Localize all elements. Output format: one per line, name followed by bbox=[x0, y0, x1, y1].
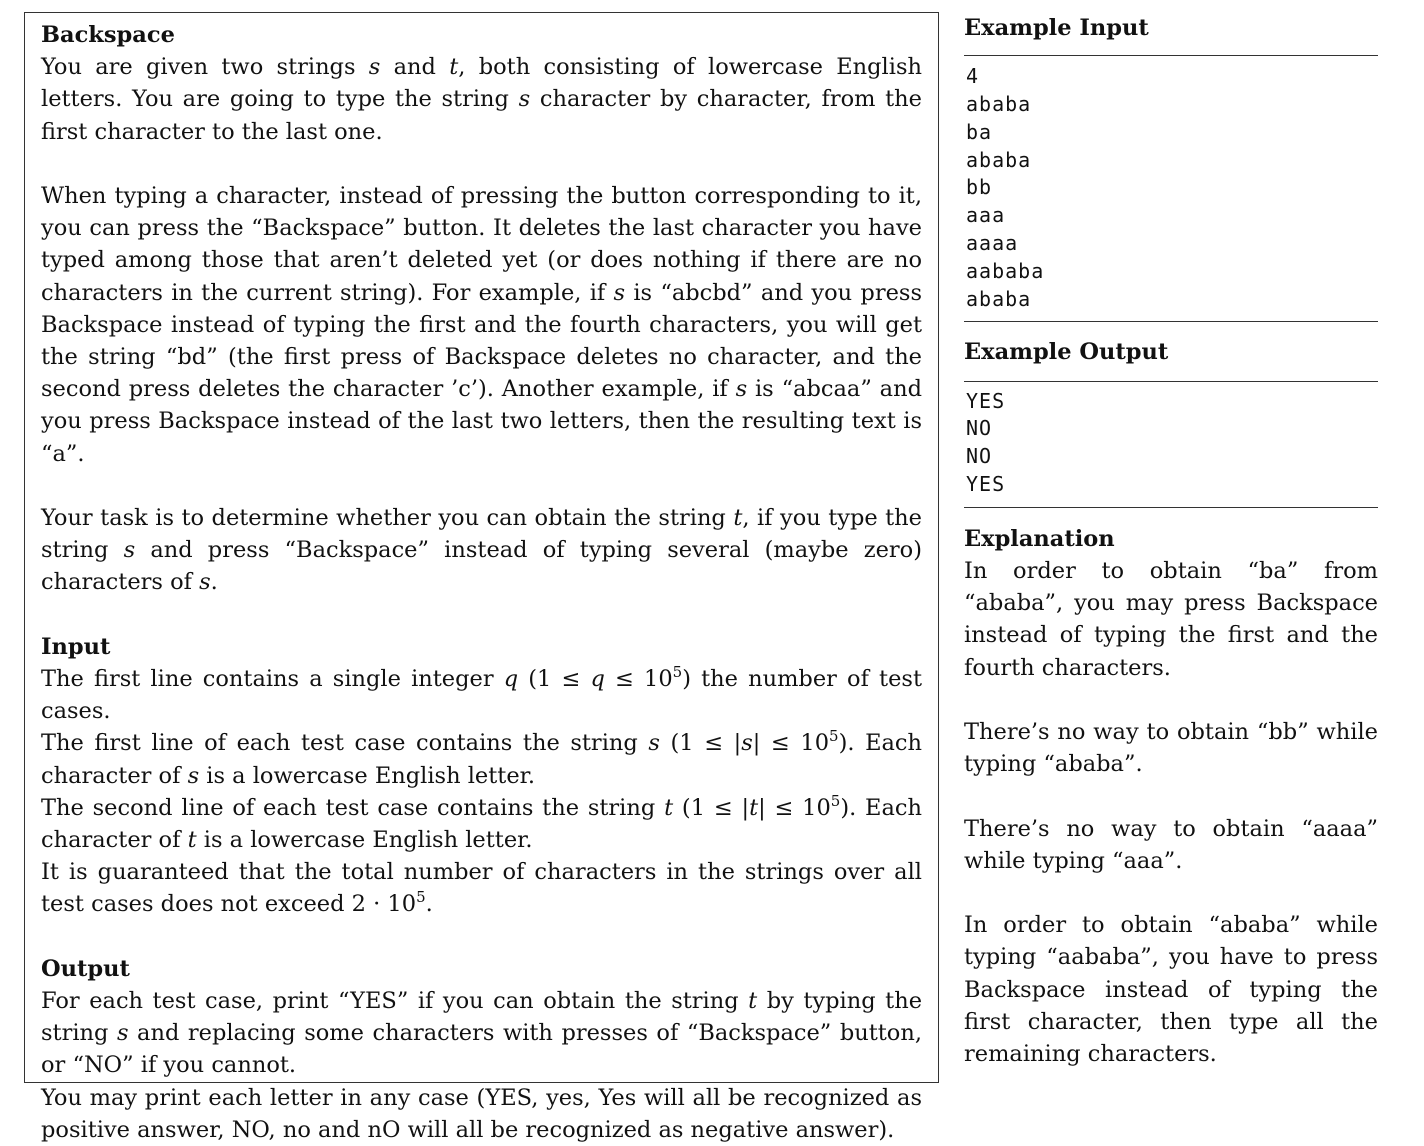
explanation-paragraph: In order to obtain “ba” from “ababa”, you may press Backspace instead of typing the first and the fourth characters. bbox=[964, 557, 1378, 681]
superscript: 5 bbox=[416, 888, 426, 907]
math-variable: s bbox=[123, 537, 136, 564]
divider bbox=[964, 55, 1378, 56]
explanation-heading: Explanation bbox=[964, 525, 1115, 552]
divider bbox=[964, 321, 1378, 322]
output-heading: Output bbox=[41, 955, 130, 982]
problem-statement bbox=[24, 12, 939, 1143]
math-variable: t bbox=[664, 794, 674, 821]
statement-paragraph: Your task is to determine whether you can obtain the string t, if you type the string s and press “Backspace” instead of typing several (maybe zero) characters of s. bbox=[41, 505, 922, 596]
statement-paragraph: You are given two strings s and t, both consisting of lowercase English letters. You are going to type the string s character by character, from the first character to the last one. bbox=[41, 54, 922, 145]
examples-column bbox=[964, 12, 1378, 1070]
spacer bbox=[41, 599, 922, 631]
math-variable: s bbox=[741, 730, 753, 757]
explanation-paragraphs bbox=[964, 555, 1378, 1070]
body-paragraphs bbox=[41, 180, 922, 599]
math-variable: s bbox=[368, 54, 381, 81]
input-heading: Input bbox=[41, 633, 111, 660]
example-input-heading: Example Input bbox=[964, 15, 1149, 41]
math-variable: s bbox=[187, 762, 200, 789]
statement-paragraph: When typing a character, instead of pressing the button corresponding to it, you can press the “Backspace” button. It deletes the last character you have typed among those that aren’t deleted yet (or does nothing if there are no characters in the current string). For example, if s is “abcbd” and you press Backspace instead of typing the first and the fourth characters, you will get the string “bd” (the first press of Backspace deletes no character, and the second press deletes the character ’c’). Another example, if s is “abcaa” and you press Backspace instead of the last two letters, then the resulting text is “a”. bbox=[41, 183, 922, 467]
math-variable: q bbox=[503, 666, 519, 693]
spacer bbox=[964, 877, 1378, 909]
spacer bbox=[41, 148, 922, 180]
statement-paragraph: The second line of each test case contains the string t $(1 \le |t| \le 10^5)$. Each character of t is a lowercase English letter. bbox=[41, 791, 922, 854]
math-variable: t bbox=[187, 827, 197, 854]
math-variable: s bbox=[613, 279, 626, 306]
spacer bbox=[41, 470, 922, 502]
input-section bbox=[41, 663, 922, 921]
explanation-paragraph: In order to obtain “ababa” while typing “aababa”, you have to press Backspace instead of typing the first character, then type all the remaining characters. bbox=[964, 912, 1378, 1067]
math-variable: t bbox=[748, 988, 758, 1015]
superscript: 5 bbox=[672, 663, 683, 682]
intro-paragraphs bbox=[41, 51, 922, 148]
statement-paragraph: For each test case, print “YES” if you can obtain the string t by typing the string s and replacing some characters with presses of “Backspace” button, or “NO” if you cannot. bbox=[41, 988, 923, 1079]
example-output-heading: Example Output bbox=[964, 339, 1169, 366]
math-variable: s bbox=[116, 1020, 129, 1047]
math-variable: s bbox=[199, 569, 211, 596]
statement-paragraph: You may print each letter in any case (YES, yes, Yes will all be recognized as positive answer, NO, no and nO will all be recognized as negative answer). bbox=[41, 1084, 922, 1143]
superscript: 5 bbox=[829, 727, 839, 746]
statement-paragraph: The first line of each test case contains the string s $(1 \le |s| \le 10^5)$. Each character of s is a lowercase English letter. bbox=[41, 727, 923, 789]
math-variable: q bbox=[590, 666, 605, 693]
superscript: 5 bbox=[830, 791, 841, 810]
explanation-paragraph: There’s no way to obtain “bb” while typing “ababa”. bbox=[964, 718, 1378, 778]
example-output-block: YES NO NO YES bbox=[966, 388, 1006, 496]
spacer bbox=[964, 780, 1378, 812]
explanation-section bbox=[964, 523, 1378, 1070]
explanation-paragraph: There’s no way to obtain “aaaa” while typing “aaa”. bbox=[964, 815, 1378, 874]
statement-paragraph: The first line contains a single integer q $(1 \le q \le 10^5)$ the number of test cases. bbox=[41, 663, 922, 725]
math-variable: t bbox=[449, 54, 459, 81]
math-variable: s bbox=[518, 86, 531, 113]
spacer bbox=[964, 684, 1378, 716]
statement-paragraph: It is guaranteed that the total number of characters in the strings over all test cases does not exceed $2 \cdot 10^5$. bbox=[41, 859, 922, 918]
divider bbox=[964, 507, 1378, 508]
example-input-block: 4 ababa ba ababa bb aaa aaaa aababa ababa bbox=[966, 64, 1045, 311]
math-variable: s bbox=[648, 730, 660, 757]
math-variable: s bbox=[735, 376, 748, 403]
math-variable: t bbox=[733, 505, 743, 532]
math-variable: t bbox=[749, 794, 759, 821]
spacer bbox=[41, 921, 922, 953]
divider bbox=[964, 381, 1378, 382]
output-section bbox=[41, 985, 922, 1146]
problem-title: Backspace bbox=[41, 22, 175, 48]
